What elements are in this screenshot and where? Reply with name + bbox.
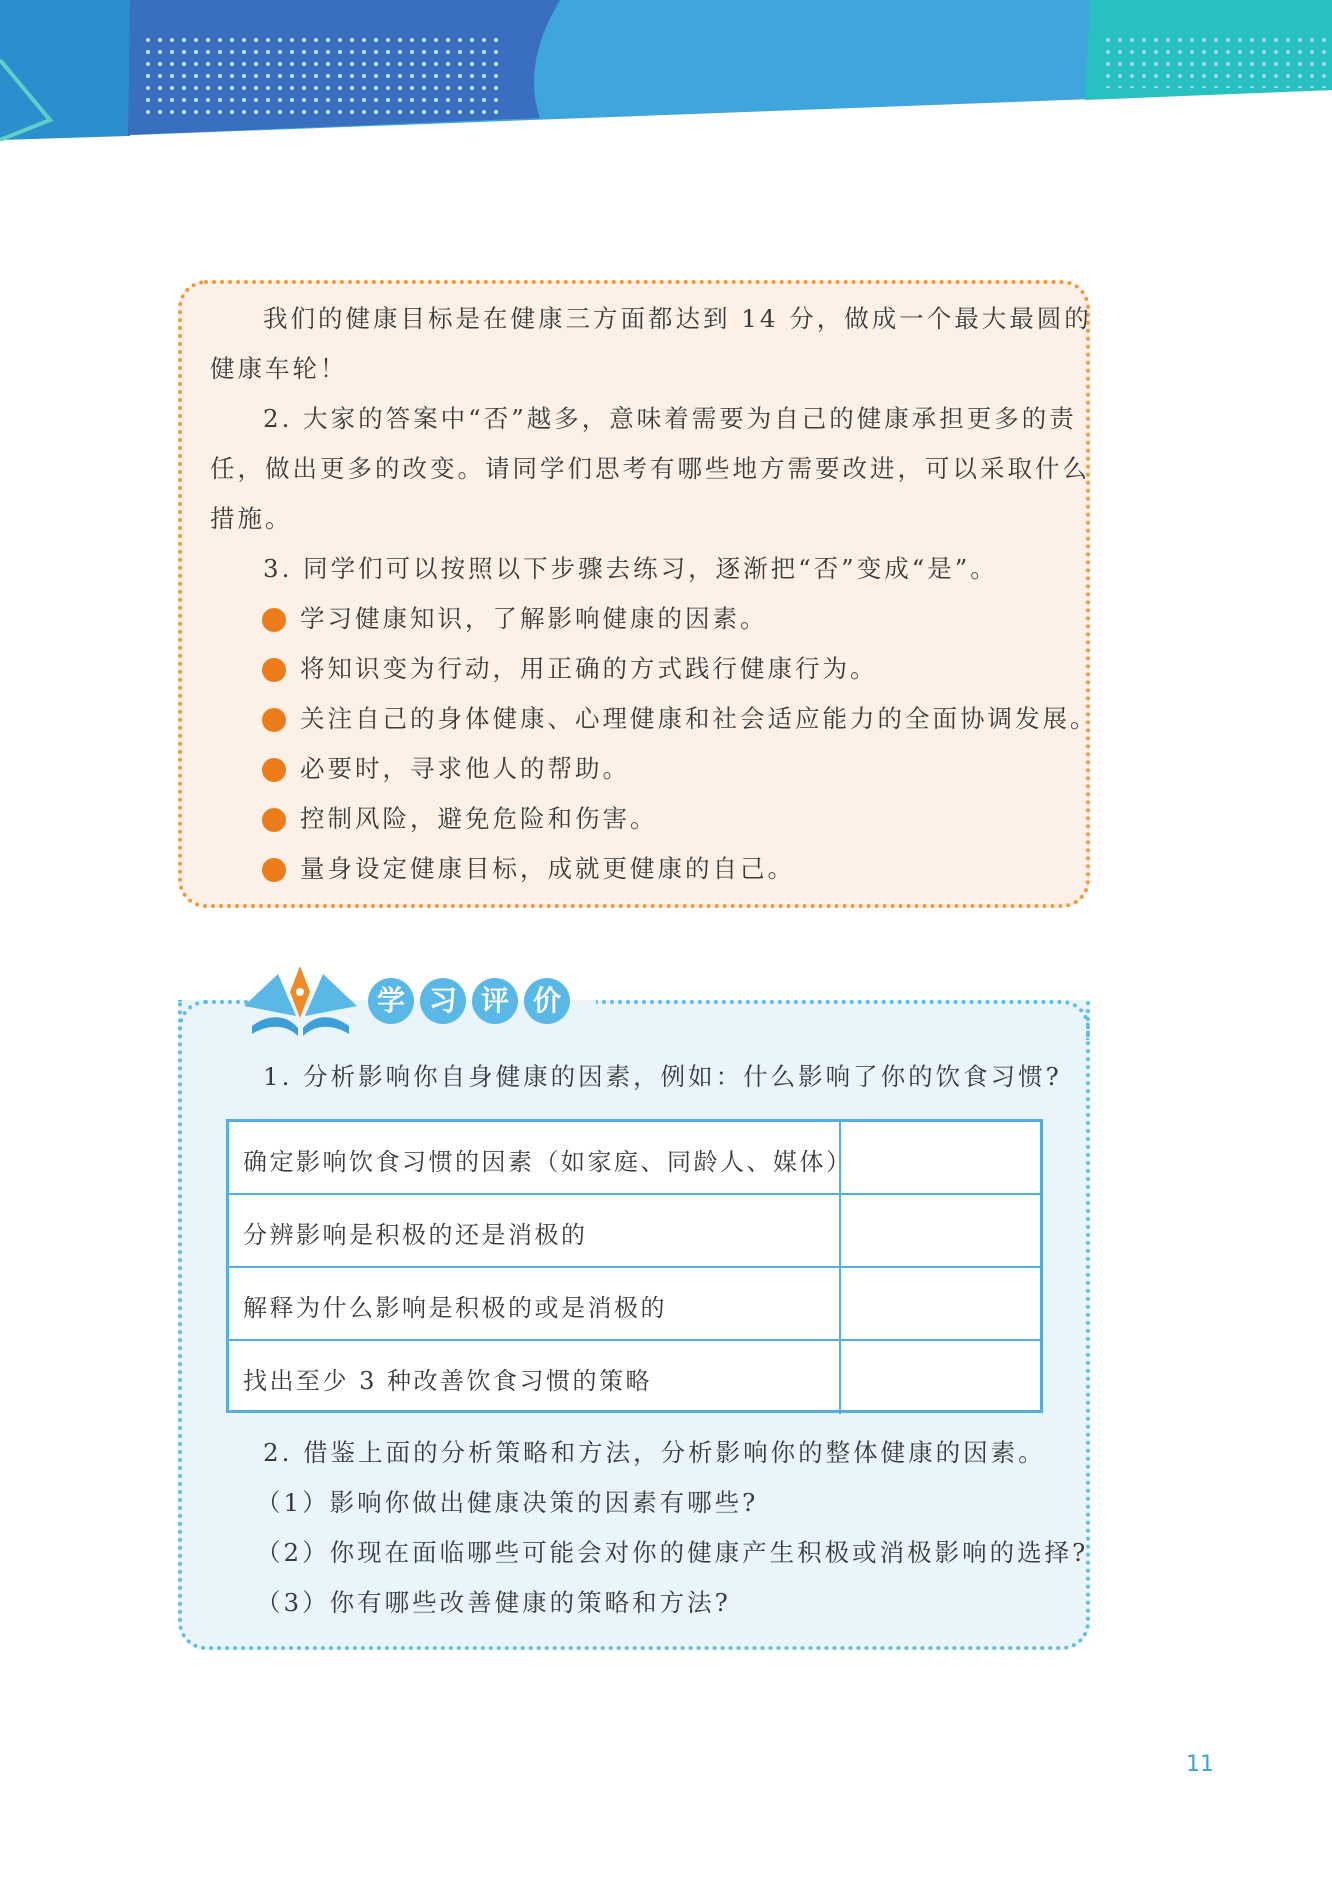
title-char: 习: [420, 978, 466, 1024]
sub-question: （3）你有哪些改善健康的策略和方法?: [256, 1588, 731, 1617]
bullet-dot-icon: [262, 758, 286, 782]
table-cell-answer[interactable]: [839, 1195, 1040, 1266]
bullet-dot-icon: [262, 708, 286, 732]
evaluation-box-border: [596, 1000, 1090, 1040]
paragraph-line: 2. 大家的答案中“否”越多，意味着需要为自己的健康承担更多的责: [263, 404, 1077, 433]
table-cell-answer[interactable]: [839, 1268, 1040, 1339]
bullet-dot-icon: [262, 808, 286, 832]
header-banner: [0, 0, 1332, 150]
table-row: [229, 1122, 1040, 1195]
table-cell-label: 找出至少 3 种改善饮食习惯的策略: [243, 1367, 653, 1395]
question-2: 2. 借鉴上面的分析策略和方法，分析影响你的整体健康的因素。: [263, 1438, 1046, 1467]
paragraph-line: 任，做出更多的改变。请同学们思考有哪些地方需要改进，可以采取什么: [210, 454, 1090, 483]
paragraph-line: 健康车轮！: [210, 354, 348, 383]
table-cell-label: 分辨影响是积极的还是消极的: [243, 1221, 588, 1249]
title-char: 学: [368, 978, 414, 1024]
open-book-pen-icon: [238, 962, 363, 1042]
table-row: [229, 1268, 1040, 1341]
paragraph-line: 我们的健康目标是在健康三方面都达到 14 分，做成一个最大最圆的: [263, 304, 1092, 333]
sub-question: （1）影响你做出健康决策的因素有哪些?: [256, 1488, 759, 1517]
bullet-dot-icon: [262, 608, 286, 632]
title-char: 价: [524, 978, 570, 1024]
page-number: 11: [1186, 1752, 1214, 1777]
sub-question: （2）你现在面临哪些可能会对你的健康产生积极或消极影响的选择?: [256, 1538, 1089, 1567]
table-cell-answer[interactable]: [839, 1122, 1040, 1193]
bullet-dot-icon: [262, 658, 286, 682]
table-row: [229, 1341, 1040, 1414]
evaluation-table: [226, 1119, 1043, 1413]
table-cell-label: 解释为什么影响是积极的或是消极的: [243, 1294, 667, 1322]
paragraph-line: 3. 同学们可以按照以下步骤去练习，逐渐把“否”变成“是”。: [263, 554, 998, 583]
title-char: 评: [472, 978, 518, 1024]
table-cell-answer[interactable]: [839, 1341, 1040, 1414]
table-row: [229, 1195, 1040, 1268]
paragraph-line: 措施。: [210, 504, 293, 533]
table-cell-label: 确定影响饮食习惯的因素（如家庭、同龄人、媒体）: [243, 1148, 853, 1176]
bullet-dot-icon: [262, 858, 286, 882]
question-1: 1. 分析影响你自身健康的因素，例如：什么影响了你的饮食习惯?: [263, 1062, 1062, 1091]
